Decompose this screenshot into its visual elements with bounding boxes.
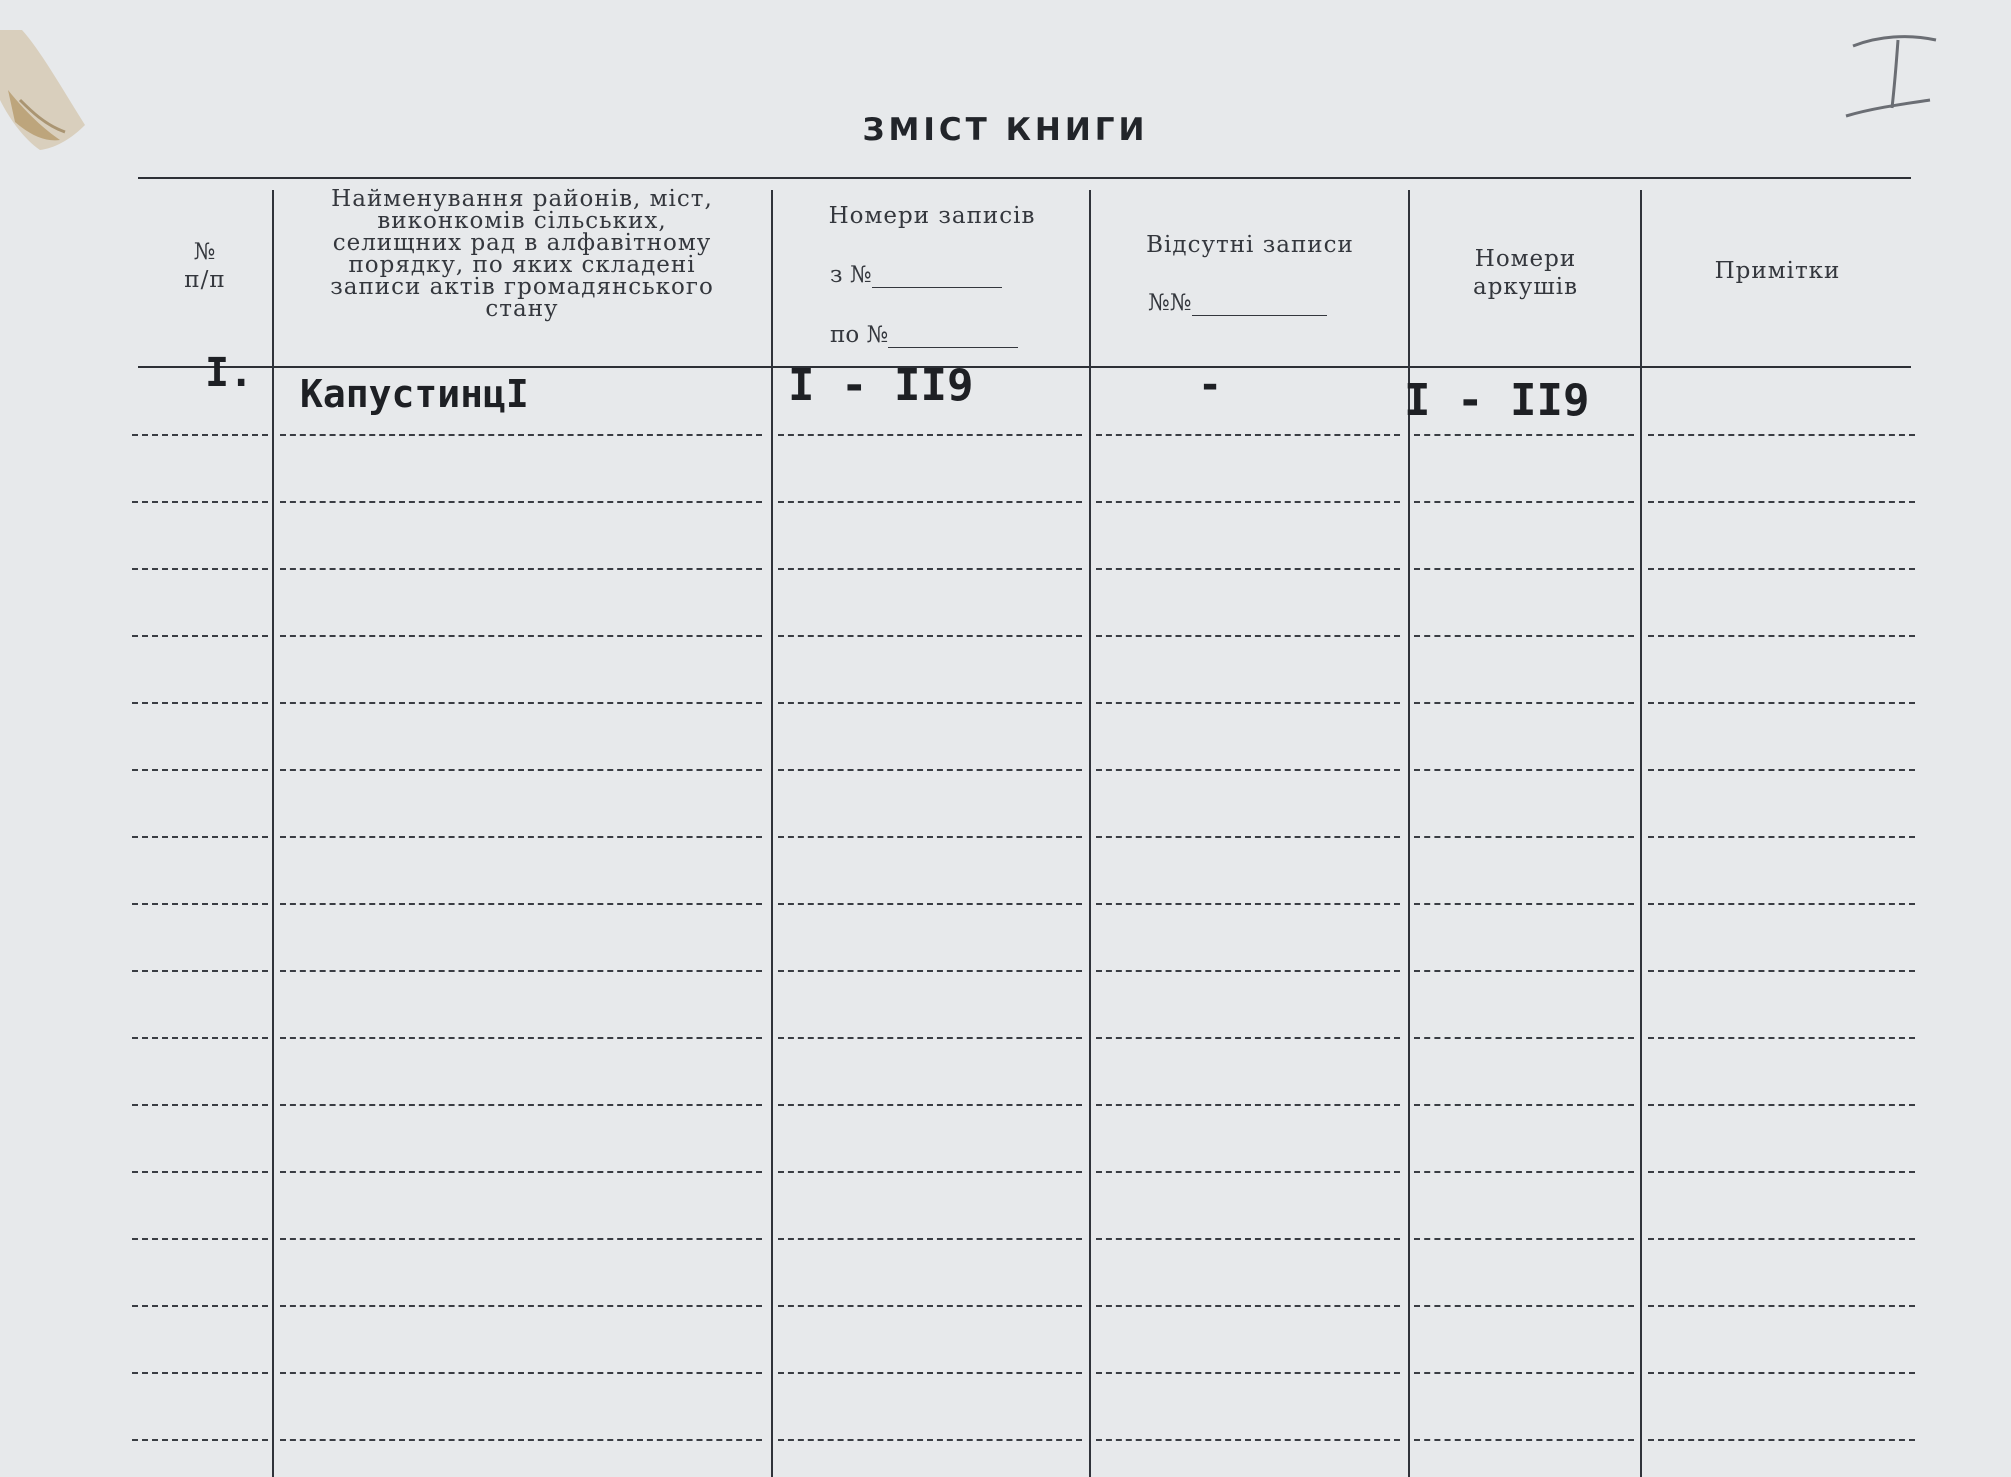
ruled-line	[1414, 970, 1634, 972]
handwritten-roman-numeral-icon	[1838, 28, 1943, 123]
ruled-line	[778, 970, 1082, 972]
ruled-line	[1648, 568, 1915, 570]
ruled-line	[1414, 1104, 1634, 1106]
ruled-line	[778, 769, 1082, 771]
ruled-line	[132, 702, 268, 704]
ruled-line	[1096, 1305, 1400, 1307]
ruled-line	[132, 903, 268, 905]
ruled-line	[280, 1171, 762, 1173]
ruled-line	[280, 501, 762, 503]
ruled-line	[1648, 970, 1915, 972]
ruled-line	[1096, 970, 1400, 972]
ruled-line	[1096, 568, 1400, 570]
ruled-line	[1414, 1171, 1634, 1173]
ruled-line	[280, 1439, 762, 1441]
ruled-line	[1096, 1171, 1400, 1173]
ruled-line	[280, 769, 762, 771]
ruled-line	[1648, 501, 1915, 503]
ruled-line	[1648, 836, 1915, 838]
ruled-line	[132, 1305, 268, 1307]
ruled-line	[1648, 1372, 1915, 1374]
ruled-line	[1096, 1037, 1400, 1039]
ruled-line	[1096, 1238, 1400, 1240]
ruled-line	[1414, 434, 1634, 436]
ruled-line	[1414, 568, 1634, 570]
ruled-line	[1414, 1372, 1634, 1374]
ruled-line	[1648, 1439, 1915, 1441]
ruled-line	[132, 1372, 268, 1374]
header-sheets: Номери аркушів	[1472, 246, 1579, 300]
ruled-line	[778, 1104, 1082, 1106]
row-num: I.	[205, 350, 254, 396]
ruled-line	[1096, 1372, 1400, 1374]
ruled-line	[778, 903, 1082, 905]
ruled-line	[778, 1305, 1082, 1307]
ruled-line	[1648, 769, 1915, 771]
ruled-line	[1096, 903, 1400, 905]
header-bottom-rule	[138, 366, 1911, 368]
ruled-line	[280, 702, 762, 704]
ruled-line	[132, 836, 268, 838]
ruled-line	[280, 1372, 762, 1374]
ruled-line	[1096, 769, 1400, 771]
ruled-line	[280, 1238, 762, 1240]
column-divider	[1640, 190, 1642, 1477]
ruled-line	[132, 568, 268, 570]
ruled-line	[1414, 769, 1634, 771]
ruled-line	[1096, 1439, 1400, 1441]
ruled-line	[1414, 635, 1634, 637]
ruled-line	[132, 1104, 268, 1106]
page-title: ЗМІСТ КНИГИ	[862, 112, 1149, 148]
row-records: I - II9	[788, 360, 974, 411]
ruled-line	[1648, 1171, 1915, 1173]
ruled-line	[1414, 903, 1634, 905]
ruled-line	[778, 434, 1082, 436]
header-missing-nn: №№	[1148, 290, 1327, 316]
ruled-line	[1096, 635, 1400, 637]
ruled-line	[1414, 1037, 1634, 1039]
ruled-line	[132, 501, 268, 503]
table-top-rule	[138, 177, 1911, 179]
header-records-to: по №	[830, 322, 1018, 348]
ruled-line	[280, 635, 762, 637]
ruled-line	[778, 635, 1082, 637]
header-records-from: з №	[830, 262, 1002, 288]
ruled-line	[778, 1037, 1082, 1039]
ruled-line	[132, 1171, 268, 1173]
ruled-line	[1096, 836, 1400, 838]
ruled-line	[1648, 702, 1915, 704]
ruled-line	[1648, 635, 1915, 637]
ruled-line	[132, 635, 268, 637]
ruled-line	[778, 568, 1082, 570]
ruled-line	[778, 1238, 1082, 1240]
ruled-line	[1414, 501, 1634, 503]
column-divider	[1089, 190, 1091, 1477]
ruled-line	[280, 970, 762, 972]
ruled-line	[1648, 1037, 1915, 1039]
ruled-line	[1414, 1305, 1634, 1307]
ruled-line	[280, 1037, 762, 1039]
ruled-line	[132, 970, 268, 972]
ruled-line	[778, 836, 1082, 838]
header-notes: Примітки	[1714, 258, 1841, 284]
ruled-line	[280, 1104, 762, 1106]
ruled-line	[132, 769, 268, 771]
ruled-line	[280, 434, 762, 436]
ruled-line	[778, 1372, 1082, 1374]
ruled-line	[1414, 836, 1634, 838]
ruled-line	[1096, 1104, 1400, 1106]
ruled-line	[1648, 434, 1915, 436]
ruled-line	[1414, 702, 1634, 704]
ruled-line	[778, 702, 1082, 704]
row-name: КапустинцІ	[300, 372, 529, 416]
ruled-line	[1414, 1439, 1634, 1441]
ruled-line	[1096, 702, 1400, 704]
column-divider	[272, 190, 274, 1477]
ruled-line	[280, 836, 762, 838]
ruled-line	[132, 1439, 268, 1441]
header-num: № п/п	[184, 239, 226, 293]
ruled-line	[1648, 1305, 1915, 1307]
ruled-line	[132, 1238, 268, 1240]
row-sheets: I - II9	[1404, 375, 1590, 426]
ruled-line	[280, 903, 762, 905]
ruled-line	[1648, 903, 1915, 905]
header-name: Найменування районів, міст, виконкомів сільських, селищних рад в алфавітному порядку, по яких складені записи актів громадянського стану	[330, 186, 714, 322]
row-missing: -	[1198, 362, 1223, 408]
ruled-line	[778, 501, 1082, 503]
ruled-line	[1096, 434, 1400, 436]
column-divider	[771, 190, 773, 1477]
ruled-line	[1648, 1238, 1915, 1240]
ruled-line	[280, 568, 762, 570]
ruled-line	[778, 1439, 1082, 1441]
ruled-line	[280, 1305, 762, 1307]
ruled-line	[132, 434, 268, 436]
ruled-line	[778, 1171, 1082, 1173]
header-missing: Відсутні записи	[1146, 232, 1354, 258]
ruled-line	[132, 1037, 268, 1039]
ruled-line	[1648, 1104, 1915, 1106]
header-records: Номери записів	[828, 203, 1036, 229]
ruled-line	[1096, 501, 1400, 503]
ruled-line	[1414, 1238, 1634, 1240]
